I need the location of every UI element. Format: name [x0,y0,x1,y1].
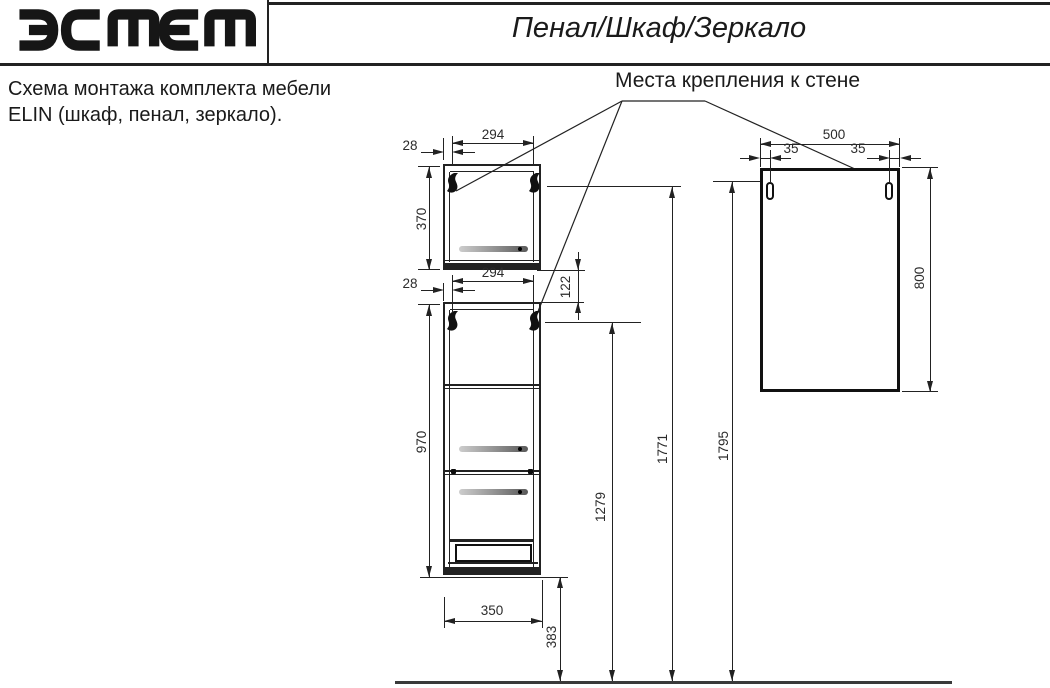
dim-mirror-width: 500 [822,127,846,142]
dim-tall-edge-offset: 28 [402,276,418,291]
dim-line [463,152,475,153]
arrowhead [575,302,581,313]
dim-upper-mount-spacing: 294 [481,127,505,142]
shelf-divider-inner [444,388,540,389]
extension-line [418,304,440,305]
dim-mirror-mount-height: 1795 [716,430,731,462]
hinge-dot [451,469,456,474]
dim-line [672,187,673,682]
arrowhead [669,187,675,198]
arrowhead [557,670,563,681]
dim-line [612,323,613,682]
extension-line [547,186,681,187]
upper-cabinet-bottom-inner [444,260,540,261]
tall-cabinet-top-edge [443,302,541,304]
arrowhead [523,278,534,284]
dim-upper-mount-height: 1771 [655,433,670,465]
dim-line [463,290,475,291]
arrowhead [452,149,463,155]
mirror-body [760,168,900,392]
arrowhead [523,140,534,146]
dim-line [760,158,770,159]
dim-line [930,168,931,392]
dim-tall-mount-spacing: 294 [481,265,505,280]
arrowhead [433,149,444,155]
arrowhead [426,167,432,178]
dim-tall-height: 970 [414,430,429,454]
arrowhead [452,140,463,146]
dim-mirror-height: 800 [912,266,927,290]
arrowhead [609,670,615,681]
dim-line [421,290,433,291]
arrowhead [426,305,432,316]
tall-cabinet-left-wall [443,302,445,575]
extension-line [542,580,543,628]
dim-upper-edge-offset: 28 [402,138,418,153]
dim-line [452,143,534,144]
extension-line [418,166,440,167]
handle-dot [518,247,522,251]
arrowhead [760,141,771,147]
mount-hook-icon [446,173,459,194]
arrowhead [729,182,735,193]
extension-line [545,322,641,323]
note-line-2: ELIN (шкаф, пенал, зеркало). [8,104,283,126]
upper-cabinet-left-wall [443,164,445,270]
extension-line [418,269,440,270]
dim-line [732,182,733,682]
extension-line [770,150,771,182]
mirror-hook-icon [885,182,893,200]
extension-line [420,577,568,578]
wall-mount-label: Места крепления к стене [615,69,861,92]
drawer-divider [444,470,540,472]
open-niche [455,544,532,562]
tall-cabinet-right-inner [533,310,534,568]
dim-gap-between: 122 [558,275,573,299]
dim-line [421,152,433,153]
dim-mirror-left-offset: 35 [783,141,799,156]
arrowhead [452,287,463,293]
mount-hook-icon [446,311,459,332]
arrowhead [531,618,542,624]
upper-cabinet-top-inner [450,171,534,172]
arrowhead [669,670,675,681]
handle-dot [518,490,522,494]
dim-mirror-right-offset: 35 [850,141,866,156]
floor-line [395,681,952,684]
arrowhead [927,168,933,179]
arrowhead [609,323,615,334]
mirror-hook-icon [766,182,774,200]
upper-cabinet-top-edge [443,164,541,166]
mount-hook-icon [528,173,541,194]
dim-line [452,281,534,282]
dim-upper-height: 370 [414,207,429,231]
arrowhead [900,155,911,161]
arrowhead [452,278,463,284]
arrowhead [426,566,432,577]
extension-line [889,150,890,182]
tall-cabinet-bottom-edge [443,567,541,575]
arrowhead [749,155,760,161]
note-line-1: Схема монтажа комплекта мебели [8,78,332,100]
drawer-divider-inner [444,474,540,475]
arrowhead [575,259,581,270]
shelf-divider [444,384,540,386]
dim-clearance: 383 [544,625,559,649]
dim-line [444,621,542,622]
tall-cabinet-left-inner [449,310,450,568]
arrowhead [927,381,933,392]
page-title: Пенал/Шкаф/Зеркало [511,12,807,44]
niche-shelf [448,562,538,564]
dim-tall-mount-height: 1279 [593,491,608,523]
tall-cabinet-right-wall [539,302,541,575]
dim-tall-width: 350 [480,603,504,618]
arrowhead [433,287,444,293]
dim-line [429,167,430,270]
dim-line [560,577,561,682]
dim-line [890,158,900,159]
arrowhead [557,577,563,588]
niche-top-edge [450,539,534,542]
dim-line [781,158,791,159]
arrowhead [729,670,735,681]
arrowhead [889,141,900,147]
arrowhead [444,618,455,624]
dim-line [429,305,430,577]
mount-hook-icon [528,311,541,332]
hinge-dot [528,469,533,474]
tall-cabinet-top-inner [450,309,534,310]
dim-line [911,158,921,159]
handle-dot [518,447,522,451]
